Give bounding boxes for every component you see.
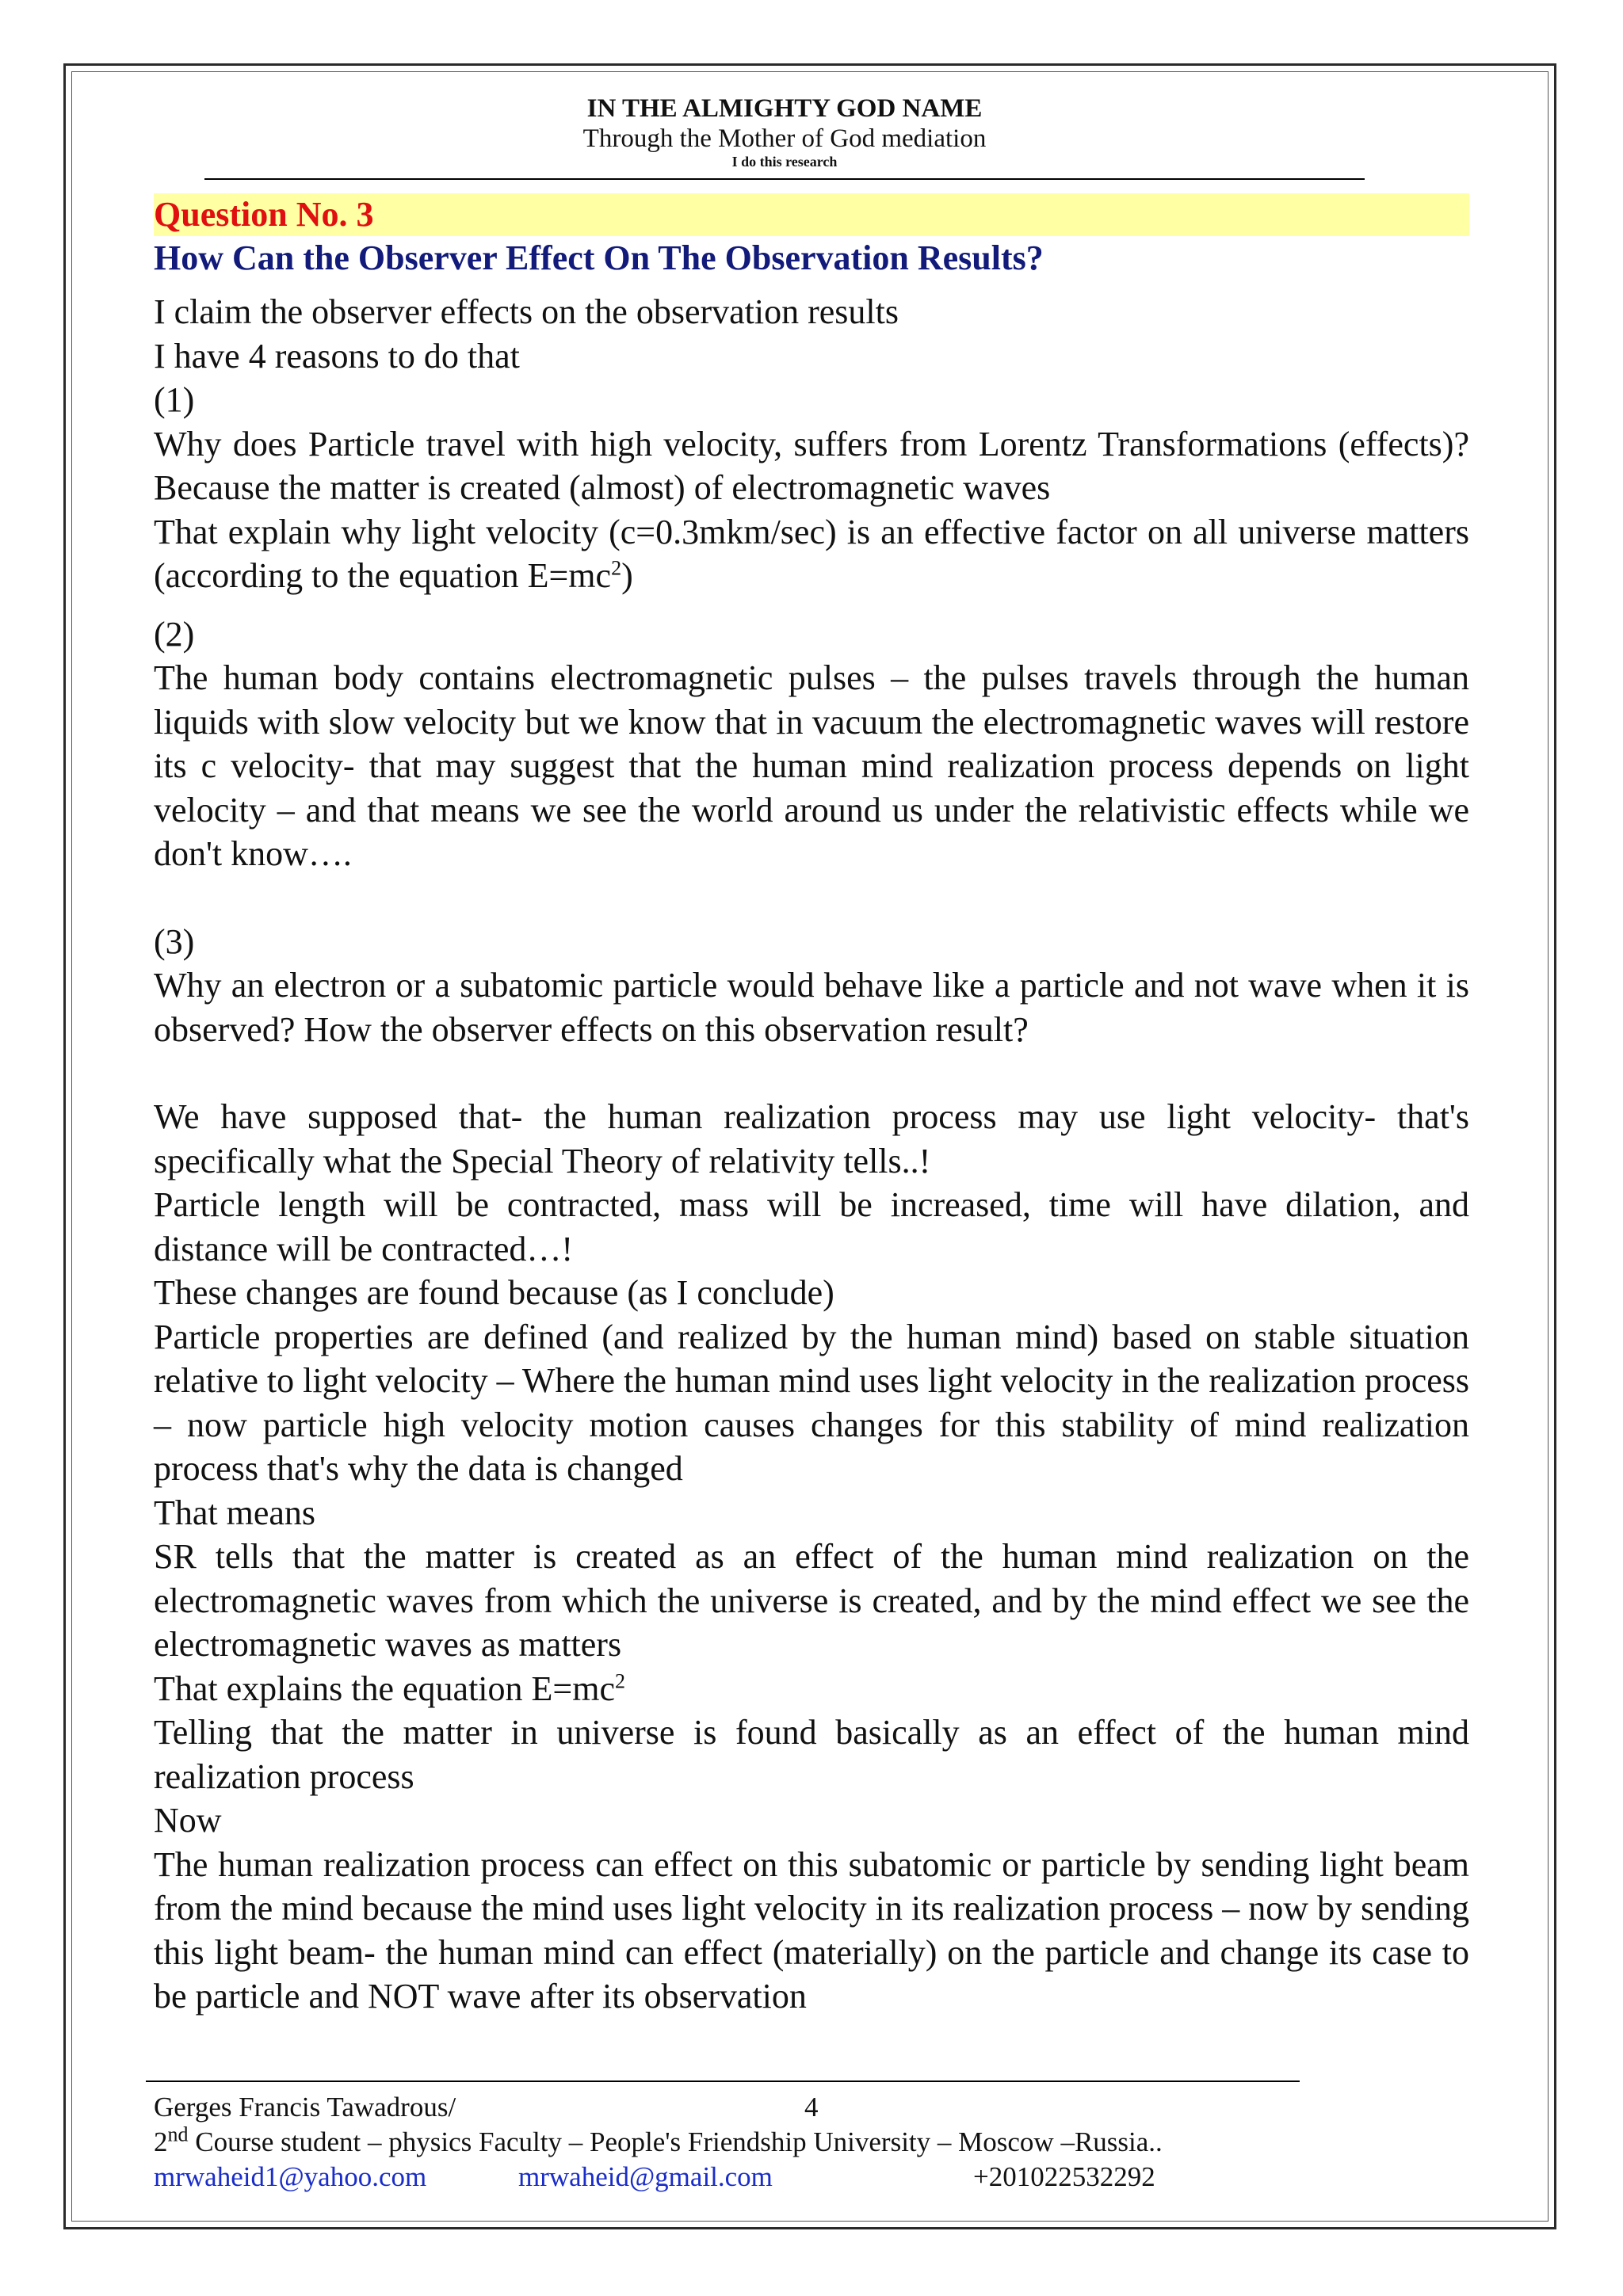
paragraph: Telling that the matter in universe is found basically as an effect of the human mind realization process [154,1713,1469,1796]
page-footer [154,2090,1342,2195]
course-ordinal: nd [167,2122,189,2146]
course-number: 2 [154,2126,168,2157]
footer-divider [146,2081,1300,2082]
footer-course-row [154,2122,1342,2160]
page-header [204,93,1365,170]
paragraph: That means [154,1493,316,1532]
email-link-yahoo[interactable]: mrwaheid1@yahoo.com [154,2161,427,2192]
paragraph: Particle length will be contracted, mass will be increased, time will have dilation, and distance will be contracted…! [154,1185,1469,1268]
header-mediation: Through the Mother of God mediation [582,124,987,153]
paragraph: Now [154,1801,222,1840]
spacer [154,876,1469,920]
main-content [154,193,1469,2019]
footer-author: Gerges Francis Tawadrous/ [154,2092,456,2122]
footer-contact-row [154,2160,1342,2195]
paragraph: The human body contains electromagnetic pulses – the pulses travels through the human liquids with slow velocity but we know that in vacuum the electromagnetic waves will restore its c velocity- that may suggest that the human mind realization process depends on light velocity – and that means we see the world around us under the relativistic effects while we don't know…. [154,658,1469,873]
course-text: Course student – physics Faculty – People's Friendship University – Moscow –Russia.. [188,2126,1163,2157]
header-dedication: IN THE ALMIGHTY GOD NAME [586,94,983,123]
paragraph: Particle properties are defined (and realized by the human mind) based on stable situation relative to light velocity – Where the human mind uses light velocity in the realization process – now particle high velocity motion causes changes for this stability of mind realization process that's why the data is changed [154,1317,1469,1488]
paragraph: I have 4 reasons to do that [154,336,520,376]
superscript: 2 [614,1669,625,1692]
reason-number: (1) [154,380,195,419]
paragraph: We have supposed that- the human realization process may use light velocity- that's specifically what the Special Theory of relativity tells..! [154,1097,1469,1180]
paragraph [154,510,1469,598]
page-number: 4 [804,2092,819,2122]
paragraph: The human realization process can effect on this subatomic or particle by sending light beam from the mind because the mind uses light velocity in its realization process – now by sending this light beam- the human mind can effect (materially) on the particle and change its case to be particle and NOT wave after its observation [154,1844,1469,2016]
paragraph [154,1667,1469,1711]
paragraph: These changes are found because (as I conclude) [154,1273,834,1312]
paragraph: SR tells that the matter is created as an effect of the human mind realization on the electromagnetic waves from which the universe is created, and by the mind effect we see the electromagnetic waves as matters [154,1537,1469,1664]
email-link-gmail[interactable]: mrwaheid@gmail.com [518,2161,773,2192]
text-span: That explain why light velocity (c=0.3mkm/sec) is an effective factor on all universe matters (according to the equation E=mc [154,512,1469,595]
question-title: How Can the Observer Effect On The Observation Results? [154,238,1044,277]
document-body [154,290,1469,2019]
spacer [154,598,1469,612]
reason-number: (2) [154,614,195,654]
paragraph: Why does Particle travel with high velocity, suffers from Lorentz Transformations (effects)? Because the matter is created (almost) of electromagnetic waves [154,424,1469,507]
text-span: ) [621,556,633,595]
phone-number: +201022532292 [973,2161,1155,2192]
question-label: Question No. 3 [154,193,1469,236]
text-span: That explains the equation E=mc [154,1669,615,1708]
reason-number: (3) [154,921,195,961]
header-research-note: I do this research [731,154,838,170]
header-divider [204,178,1365,180]
paragraph: I claim the observer effects on the observation results [154,292,899,331]
footer-author-row [154,2090,1342,2125]
superscript: 2 [611,556,622,580]
spacer [154,1051,1469,1095]
paragraph: Why an electron or a subatomic particle would behave like a particle and not wave when it is observed? How the observer effects on this observation result? [154,966,1469,1049]
